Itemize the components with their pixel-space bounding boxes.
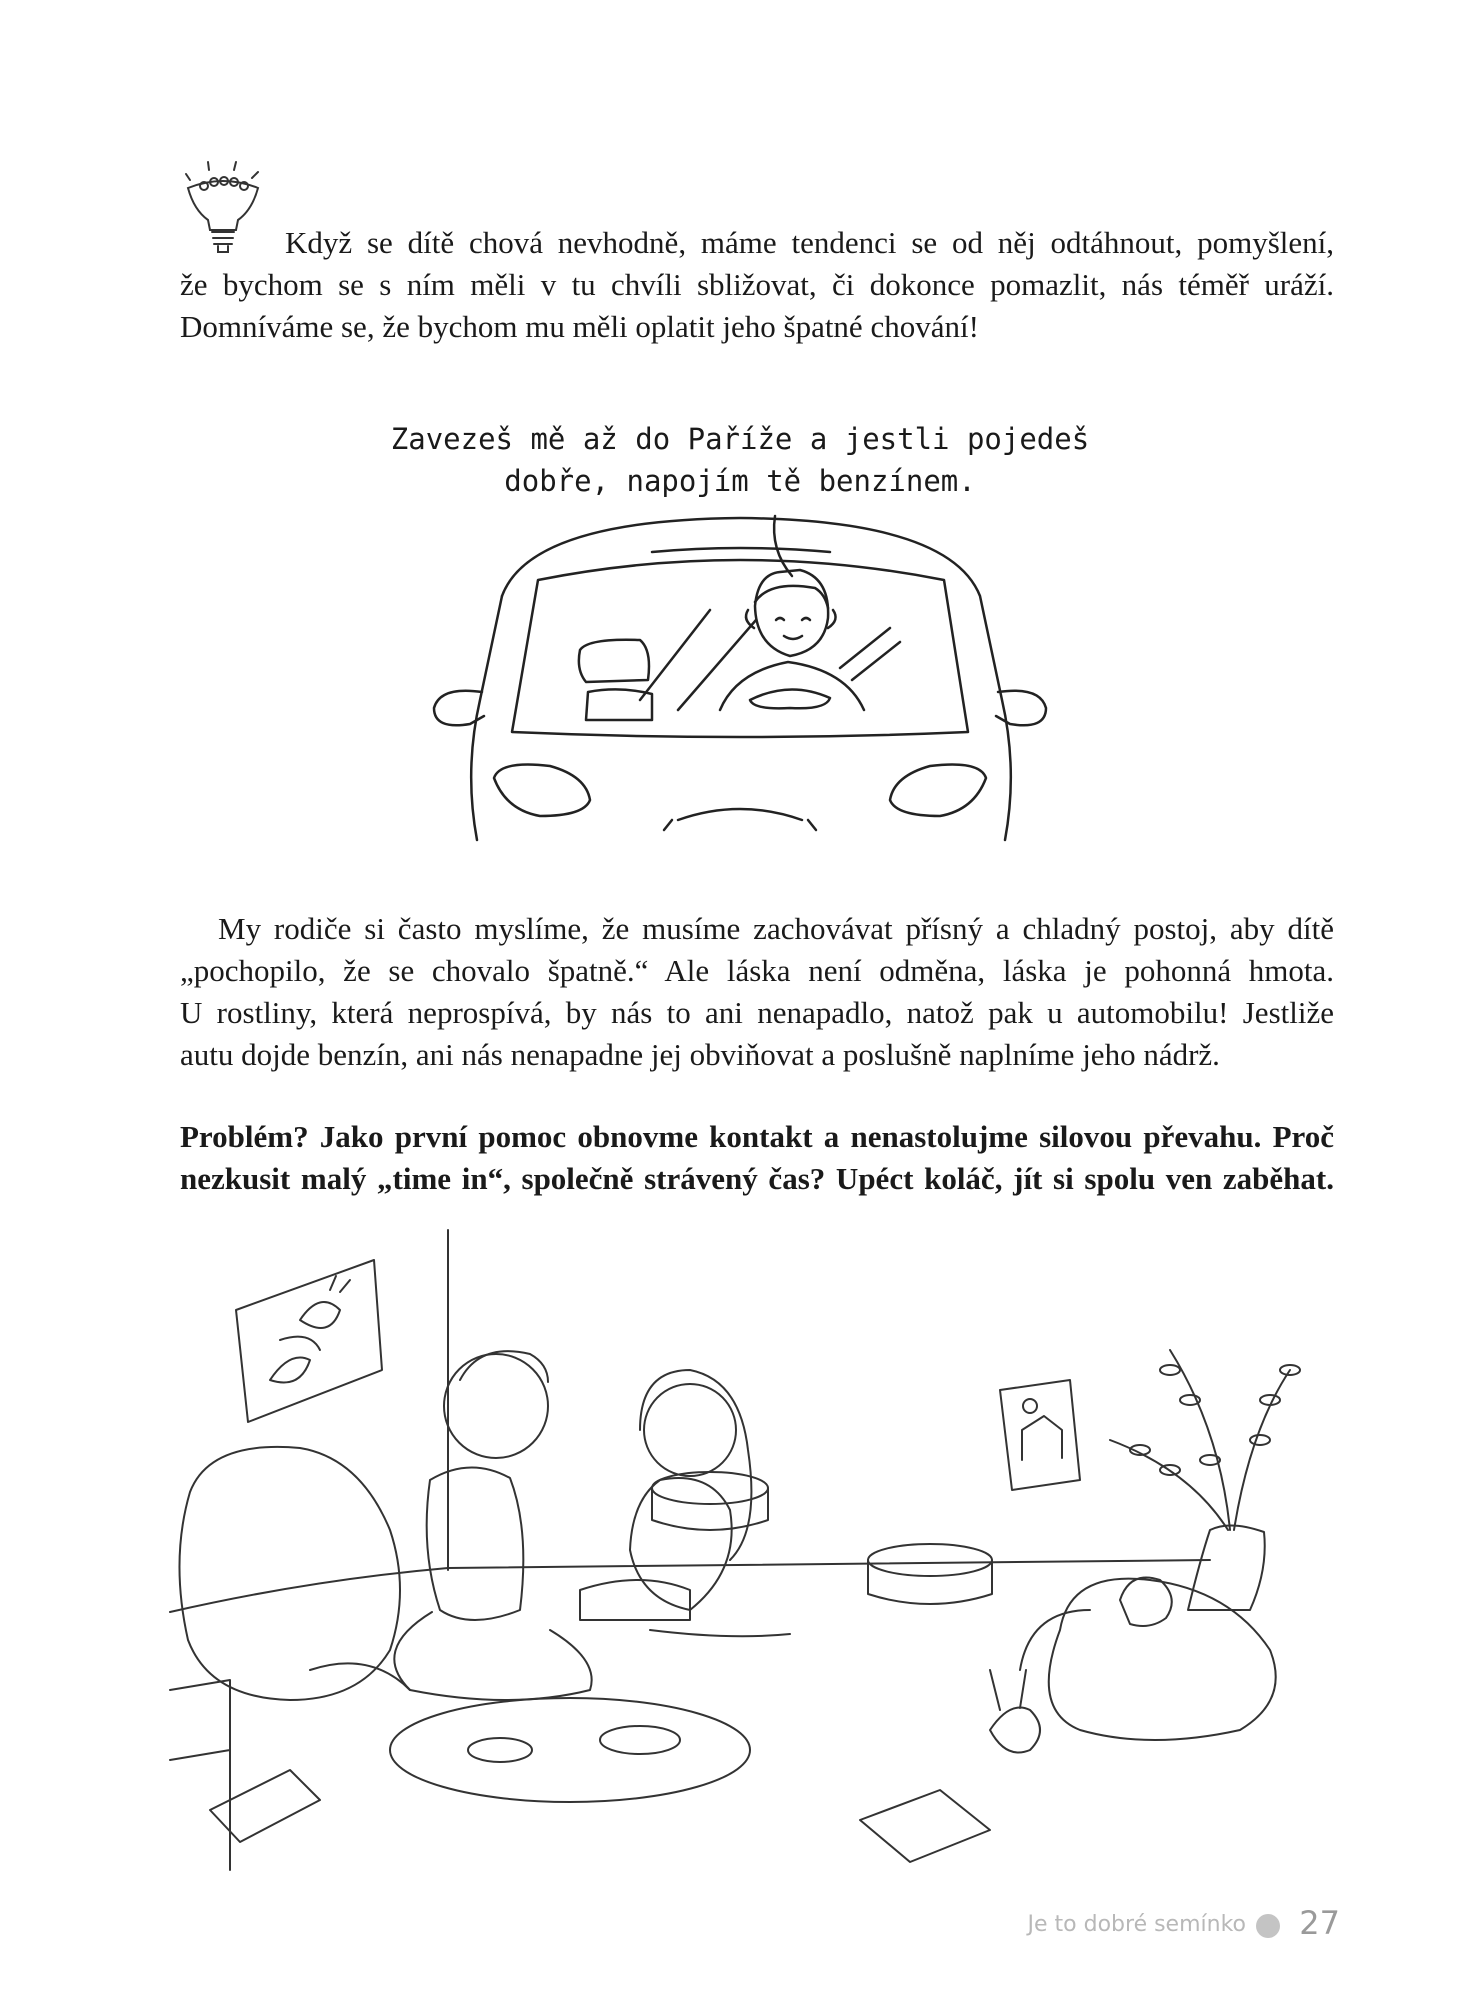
puzzle-box — [860, 1790, 990, 1862]
body-paragraph — [180, 908, 1334, 1076]
girl-body — [630, 1478, 732, 1610]
girl-head — [644, 1384, 736, 1476]
boy-body — [427, 1467, 524, 1620]
text-line: autu dojde benzín, ani nás nenapadne jej obviňovat a poslušně naplníme jeho nádrž. — [180, 1037, 1220, 1072]
bean-bag-right — [1049, 1579, 1276, 1740]
caption-line: Zavezeš mě až do Paříže a jestli pojedeš — [390, 422, 1090, 456]
text-line: U rostliny, která neprospívá, by nás to ani nenapadlo, natož pak u automobilu! Jestliže — [180, 995, 1334, 1030]
potted-plant — [1188, 1525, 1265, 1610]
chapter-title: Je to dobré semínko — [1027, 1912, 1246, 1937]
bunny-toy — [990, 1708, 1040, 1753]
text-line: že bychom se s ním měli v tu chvíli sbližovat, či dokonce pomazlit, nás téměř uráží. — [180, 267, 1334, 302]
page-footer — [980, 1904, 1340, 1944]
caption-line: dobře, napojím tě benzínem. — [504, 464, 976, 498]
bean-bag-left — [179, 1447, 400, 1700]
flower-poster — [236, 1260, 382, 1422]
ottoman — [868, 1544, 992, 1576]
text-line: Domníváme se, že bychom mu měli oplatit jeho špatné chování! — [180, 309, 979, 344]
page-number: 27 — [1299, 1904, 1340, 1942]
car-illustration — [420, 510, 1060, 850]
text-line: „pochopilo, že se chovalo špatně.“ Ale láska není odměna, láska je pohonná hmota. — [180, 953, 1334, 988]
text-line: My rodiče si často myslíme, že musíme zachovávat přísný a chladný postoj, aby dítě — [218, 911, 1334, 946]
book — [210, 1770, 320, 1842]
boy-head — [444, 1354, 548, 1458]
shelf — [170, 1680, 230, 1870]
text-line: Když se dítě chová nevhodně, máme tendenci se od něj odtáhnout, pomyšlení, — [285, 225, 1334, 260]
room-illustration — [170, 1230, 1340, 1870]
intro-paragraph — [180, 222, 1334, 348]
footer-dot — [1256, 1914, 1280, 1938]
text-line: Problém? Jako první pomoc obnovme kontakt a nenastolujme silovou převahu. Proč — [180, 1119, 1334, 1154]
text-line: nezkusit malý „time in“, společně strávený čas? Upéct koláč, jít si spolu ven zaběhat. — [180, 1161, 1334, 1196]
car-speech-caption — [380, 418, 1100, 502]
rug — [390, 1698, 750, 1802]
kids-drawing — [1000, 1380, 1080, 1490]
highlight-paragraph — [180, 1116, 1334, 1200]
